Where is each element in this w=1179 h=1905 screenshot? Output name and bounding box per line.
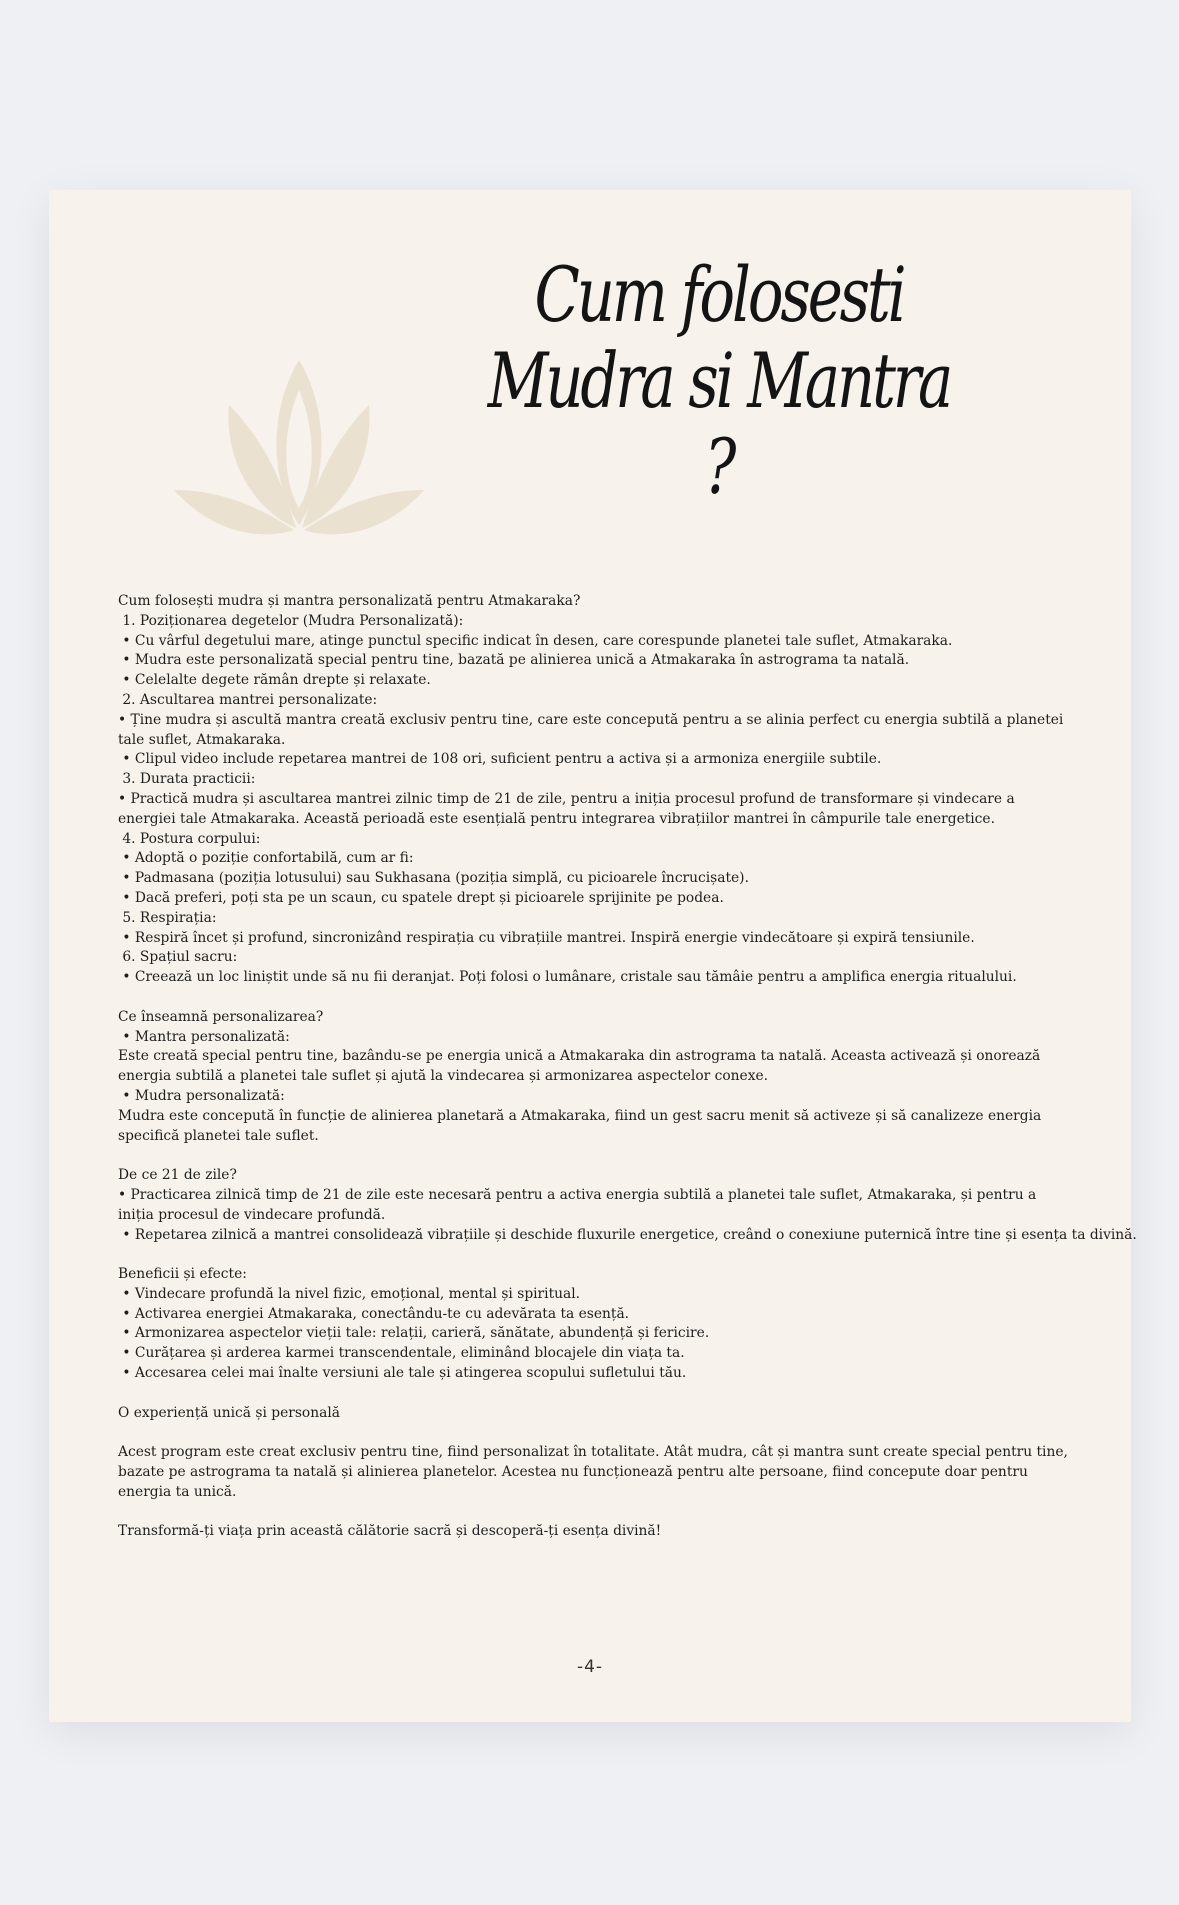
- text-line: • Padmasana (poziția lotusului) sau Sukhasana (poziția simplă, cu picioarele încrucișate).: [118, 870, 749, 887]
- text-line: • Accesarea celei mai înalte versiuni ale tale și atingerea scopului sufletului tău.: [118, 1365, 687, 1382]
- text-line: • Mudra personalizată:: [118, 1087, 285, 1104]
- text-line: • Ține mudra și ascultă mantra creată exclusiv pentru tine, care este concepută pentru a se alinia perfect cu energia subtilă a planetei tale suflet, Atmakaraka.: [118, 711, 1064, 748]
- text-line: • Dacă preferi, poți sta pe un scaun, cu spatele drept și picioarele sprijinite pe podea.: [118, 889, 724, 906]
- text-line: • Armonizarea aspectelor vieții tale: relații, carieră, sănătate, abundență și fericire.: [118, 1325, 710, 1342]
- blank-line: [118, 1245, 1068, 1265]
- lotus-icon: [174, 350, 424, 550]
- text-line: Mudra este concepută în funcție de alinierea planetară a Atmakaraka, fiind un gest sacru menit să activeze și să canalizeze energia specifică planetei tale suflet.: [118, 1107, 1042, 1144]
- text-line: • Repetarea zilnică a mantrei consolidează vibrațiile și deschide fluxurile energetice, creând o conexiune puternică între tine și esența ta divină.: [118, 1226, 1137, 1243]
- page-title: Cum folosesti Mudra si Mantra ?: [487, 250, 951, 511]
- text-line: • Vindecare profundă la nivel fizic, emoțional, mental și spiritual.: [118, 1285, 581, 1302]
- document-page: [49, 190, 1137, 1722]
- text-line: • Respiră încet și profund, sincronizând respirația cu vibrațiile mantrei. Inspiră energie vindecătoare și expiră tensiunile.: [118, 929, 975, 946]
- text-line: 5. Respirația:: [118, 909, 217, 926]
- text-line: Acest program este creat exclusiv pentru tine, fiind personalizat în totalitate. Atât mudra, cât și mantra sunt create special pentru tine, bazate pe astrograma ta natală și alinierea planetelor. Acestea nu funcționează pentru alte persoane, fiind concepute doar pentru energia ta unică.: [118, 1444, 1068, 1500]
- text-line: 6. Spațiul sacru:: [118, 949, 238, 966]
- text-line: • Curățarea și arderea karmei transcendentale, eliminând blocajele din viața ta.: [118, 1345, 685, 1362]
- section-heading: Beneficii și efecte:: [118, 1266, 247, 1283]
- blank-line: [118, 1146, 1068, 1166]
- text-line: 2. Ascultarea mantrei personalizate:: [118, 691, 378, 708]
- text-line: • Cu vârful degetului mare, atinge punctul specific indicat în desen, care corespunde planetei tale suflet, Atmakaraka.: [118, 632, 953, 649]
- text-line: • Practică mudra și ascultarea mantrei zilnic timp de 21 de zile, pentru a iniția procesul profund de transformare și vindecare a energiei tale Atmakaraka. Această perioadă este esențială pentru integrarea vibrațiilor mantrei în câmpurile tale energetice.: [118, 790, 1015, 827]
- text-line: • Creează un loc liniștit unde să nu fii deranjat. Poți folosi o lumânare, cristale sau tămâie pentru a amplifica energia ritualului.: [118, 969, 1017, 986]
- text-line: • Mantra personalizată:: [118, 1028, 290, 1045]
- text-line: • Activarea energiei Atmakaraka, conectându-te cu adevărata ta esență.: [118, 1305, 630, 1322]
- text-line: 1. Poziționarea degetelor (Mudra Personalizată):: [118, 612, 464, 629]
- blank-line: [118, 1423, 1068, 1443]
- page-number: -4-: [576, 1657, 604, 1677]
- text-line: • Celelalte degete rămân drepte și relaxate.: [118, 672, 431, 689]
- text-line: 3. Durata practicii:: [118, 771, 256, 788]
- closing-line: Transformă-ți viața prin această călătorie sacră și descoperă-ți esența divină!: [118, 1523, 662, 1540]
- section-heading: De ce 21 de zile?: [118, 1167, 237, 1184]
- text-line: Este creată special pentru tine, bazându-se pe energia unică a Atmakaraka din astrograma ta natală. Aceasta activează și onorează energia subtilă a planetei tale suflet și ajută la vindecarea și armonizarea aspectelor conexe.: [118, 1048, 1041, 1085]
- section-heading: Ce înseamnă personalizarea?: [118, 1008, 324, 1025]
- blank-line: [118, 1503, 1068, 1523]
- section-heading: O experiență unică și personală: [118, 1404, 340, 1421]
- blank-line: [118, 1384, 1068, 1404]
- body-text: [118, 592, 1137, 1542]
- text-line: Cum folosești mudra și mantra personalizată pentru Atmakaraka?: [118, 593, 581, 609]
- text-line: • Mudra este personalizată special pentru tine, bazată pe alinierea unică a Atmakaraka în astrograma ta natală.: [118, 652, 910, 669]
- text-line: • Clipul video include repetarea mantrei de 108 ori, suficient pentru a activa și a armoniza energiile subtile.: [118, 751, 882, 768]
- text-line: • Adoptă o poziție confortabilă, cum ar fi:: [118, 850, 414, 867]
- text-line: • Practicarea zilnică timp de 21 de zile este necesară pentru a activa energia subtilă a planetei tale suflet, Atmakaraka, și pentru a iniția procesul de vindecare profundă.: [118, 1186, 1037, 1223]
- blank-line: [118, 988, 1068, 1008]
- text-line: 4. Postura corpului:: [118, 830, 261, 847]
